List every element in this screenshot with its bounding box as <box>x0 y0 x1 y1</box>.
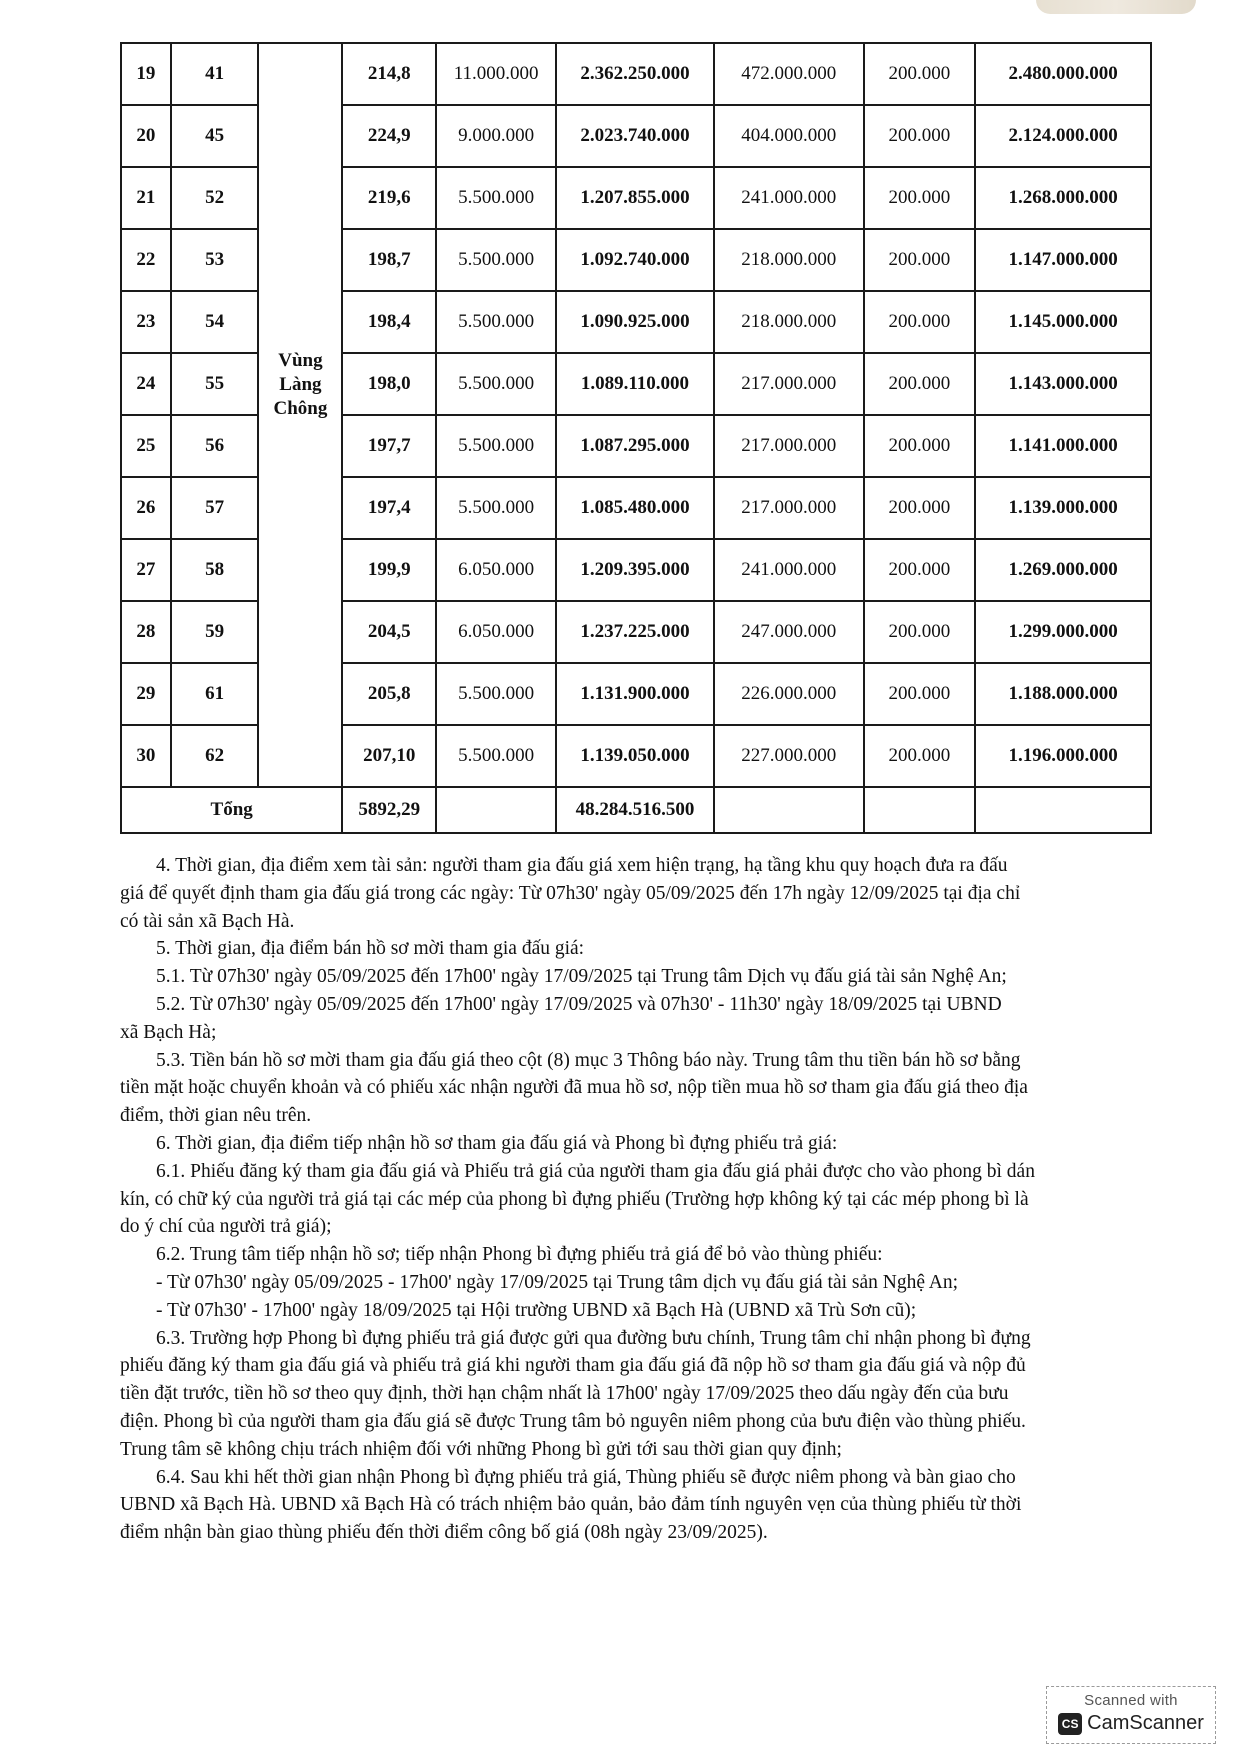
cell-stt: 20 <box>121 105 171 167</box>
cell-area: 198,0 <box>342 353 436 415</box>
section-6-1: 6.1. Phiếu đăng ký tham gia đấu giá và Phiếu trả giá của người tham gia đấu giá phải được cho vào phong bì dán kín, có chữ ký của người trả giá tại các mép của phong bì đựng phiếu (Trường hợp không ký tại các mép phong bì là do ý chí của người trả giá); <box>120 1160 1035 1238</box>
section-5-3: 5.3. Tiền bán hồ sơ mời tham gia đấu giá theo cột (8) mục 3 Thông báo này. Trung tâm thu tiền bán hồ sơ bằng tiền mặt hoặc chuyển khoản và có phiếu xác nhận người đã mua hồ sơ, nộp tiền mua hồ sơ tham gia đấu giá theo địa điểm, thời gian nêu trên. <box>120 1049 1028 1127</box>
watermark-caption: Scanned with <box>1084 1692 1178 1709</box>
cell-deposit: 218.000.000 <box>714 291 864 353</box>
cell-lot: 53 <box>171 229 259 291</box>
cell-unit-price: 11.000.000 <box>436 43 556 105</box>
section-6-4: 6.4. Sau khi hết thời gian nhận Phong bì đựng phiếu trả giá, Thùng phiếu sẽ được niêm phong và bàn giao cho UBND xã Bạch Hà. UBND xã Bạch Hà có trách nhiệm bảo quản, bảo đảm tính nguyên vẹn của thùng phiếu từ thời điểm nhận bàn giao thùng phiếu đến thời điểm công bố giá (08h ngày 23/09/2025). <box>120 1466 1022 1544</box>
cell-deposit: 404.000.000 <box>714 105 864 167</box>
cell-value: 1.141.000.000 <box>975 415 1151 477</box>
cell-total: 1.087.295.000 <box>556 415 714 477</box>
cell-value: 1.299.000.000 <box>975 601 1151 663</box>
cell-fee: 200.000 <box>864 167 976 229</box>
cell-total: 1.089.110.000 <box>556 353 714 415</box>
cell-deposit: 226.000.000 <box>714 663 864 725</box>
cell-lot: 58 <box>171 539 259 601</box>
cell-total: 1.207.855.000 <box>556 167 714 229</box>
cell-value: 1.269.000.000 <box>975 539 1151 601</box>
cell-lot: 55 <box>171 353 259 415</box>
cell-unit-price: 6.050.000 <box>436 539 556 601</box>
cell-unit-price: 5.500.000 <box>436 477 556 539</box>
total-empty <box>714 787 864 833</box>
cell-unit-price: 5.500.000 <box>436 167 556 229</box>
watermark-brand: CamScanner <box>1087 1712 1204 1734</box>
cell-fee: 200.000 <box>864 105 976 167</box>
cell-area: 205,8 <box>342 663 436 725</box>
cell-stt: 28 <box>121 601 171 663</box>
cell-stt: 23 <box>121 291 171 353</box>
section-6: 6. Thời gian, địa điểm tiếp nhận hồ sơ tham gia đấu giá và Phong bì đựng phiếu trả giá: <box>156 1132 838 1154</box>
cell-value: 2.124.000.000 <box>975 105 1151 167</box>
cell-value: 1.147.000.000 <box>975 229 1151 291</box>
cell-stt: 30 <box>121 725 171 787</box>
cell-fee: 200.000 <box>864 539 976 601</box>
cell-deposit: 218.000.000 <box>714 229 864 291</box>
cell-fee: 200.000 <box>864 725 976 787</box>
scan-smudge <box>1036 0 1196 14</box>
total-area: 5892,29 <box>342 787 436 833</box>
cell-lot: 56 <box>171 415 259 477</box>
cell-area: 204,5 <box>342 601 436 663</box>
auction-lot-table <box>120 42 1152 834</box>
cell-value: 1.196.000.000 <box>975 725 1151 787</box>
cell-lot: 41 <box>171 43 259 105</box>
cell-lot: 54 <box>171 291 259 353</box>
cell-deposit: 241.000.000 <box>714 539 864 601</box>
cell-fee: 200.000 <box>864 415 976 477</box>
cell-value: 2.480.000.000 <box>975 43 1151 105</box>
cell-deposit: 241.000.000 <box>714 167 864 229</box>
table-total-row <box>121 787 1151 833</box>
section-6-2-b: - Từ 07h30' - 17h00' ngày 18/09/2025 tại Hội trường UBND xã Bạch Hà (UBND xã Trù Sơn cũ); <box>156 1299 917 1321</box>
cell-fee: 200.000 <box>864 43 976 105</box>
cell-total: 2.362.250.000 <box>556 43 714 105</box>
cell-value: 1.188.000.000 <box>975 663 1151 725</box>
cell-fee: 200.000 <box>864 663 976 725</box>
cell-area: 214,8 <box>342 43 436 105</box>
cell-unit-price: 5.500.000 <box>436 725 556 787</box>
camscanner-logo-icon: CS <box>1058 1713 1082 1735</box>
cell-lot: 61 <box>171 663 259 725</box>
cell-area: 198,7 <box>342 229 436 291</box>
cell-value: 1.145.000.000 <box>975 291 1151 353</box>
cell-unit-price: 5.500.000 <box>436 291 556 353</box>
cell-area: 197,4 <box>342 477 436 539</box>
section-4: 4. Thời gian, địa điểm xem tài sản: người tham gia đấu giá xem hiện trạng, hạ tầng khu quy hoạch đưa ra đấu giá để quyết định tham gia đấu giá trong các ngày: Từ 07h30' ngày 05/09/2025 đến 17h ngày 12/09/2025 tại địa chỉ có tài sản xã Bạch Hà. <box>120 855 1021 932</box>
section-5-1: 5.1. Từ 07h30' ngày 05/09/2025 đến 17h00' ngày 17/09/2025 tại Trung tâm Dịch vụ đấu giá tài sản Nghệ An; <box>156 966 1007 988</box>
table-row <box>121 43 1151 105</box>
cell-deposit: 217.000.000 <box>714 353 864 415</box>
cell-lot: 57 <box>171 477 259 539</box>
cell-stt: 19 <box>121 43 171 105</box>
cell-stt: 26 <box>121 477 171 539</box>
cell-stt: 29 <box>121 663 171 725</box>
cell-unit-price: 9.000.000 <box>436 105 556 167</box>
cell-fee: 200.000 <box>864 291 976 353</box>
cell-stt: 24 <box>121 353 171 415</box>
cell-lot: 62 <box>171 725 259 787</box>
cell-total: 1.090.925.000 <box>556 291 714 353</box>
camscanner-watermark <box>1046 1686 1216 1744</box>
cell-lot: 59 <box>171 601 259 663</box>
cell-value: 1.143.000.000 <box>975 353 1151 415</box>
cell-fee: 200.000 <box>864 477 976 539</box>
cell-unit-price: 5.500.000 <box>436 415 556 477</box>
cell-total: 2.023.740.000 <box>556 105 714 167</box>
region-word: Làng <box>279 374 322 395</box>
section-6-2-a: - Từ 07h30' ngày 05/09/2025 - 17h00' ngày 17/09/2025 tại Trung tâm dịch vụ đấu giá tài sản Nghệ An; <box>156 1271 959 1293</box>
cell-total: 1.092.740.000 <box>556 229 714 291</box>
cell-fee: 200.000 <box>864 601 976 663</box>
cell-deposit: 217.000.000 <box>714 415 864 477</box>
cell-region <box>258 43 342 787</box>
total-empty <box>864 787 976 833</box>
cell-area: 199,9 <box>342 539 436 601</box>
total-label: Tổng <box>121 787 342 833</box>
cell-deposit: 247.000.000 <box>714 601 864 663</box>
total-amount: 48.284.516.500 <box>556 787 714 833</box>
cell-deposit: 472.000.000 <box>714 43 864 105</box>
cell-lot: 45 <box>171 105 259 167</box>
cell-area: 197,7 <box>342 415 436 477</box>
cell-stt: 27 <box>121 539 171 601</box>
cell-stt: 22 <box>121 229 171 291</box>
cell-value: 1.139.000.000 <box>975 477 1151 539</box>
section-6-2: 6.2. Trung tâm tiếp nhận hồ sơ; tiếp nhận Phong bì đựng phiếu trả giá để bỏ vào thùng phiếu: <box>156 1244 883 1266</box>
cell-fee: 200.000 <box>864 353 976 415</box>
section-5-2: 5.2. Từ 07h30' ngày 05/09/2025 đến 17h00' ngày 17/09/2025 và 07h30' - 11h30' ngày 18/09/2025 tại UBND xã Bạch Hà; <box>120 993 1002 1043</box>
cell-deposit: 217.000.000 <box>714 477 864 539</box>
cell-value: 1.268.000.000 <box>975 167 1151 229</box>
total-empty <box>975 787 1151 833</box>
cell-unit-price: 5.500.000 <box>436 353 556 415</box>
cell-unit-price: 5.500.000 <box>436 229 556 291</box>
cell-area: 224,9 <box>342 105 436 167</box>
cell-total: 1.209.395.000 <box>556 539 714 601</box>
cell-total: 1.085.480.000 <box>556 477 714 539</box>
cell-fee: 200.000 <box>864 229 976 291</box>
cell-deposit: 227.000.000 <box>714 725 864 787</box>
cell-stt: 21 <box>121 167 171 229</box>
section-5: 5. Thời gian, địa điểm bán hồ sơ mời tham gia đấu giá: <box>156 938 585 960</box>
cell-total: 1.237.225.000 <box>556 601 714 663</box>
cell-area: 198,4 <box>342 291 436 353</box>
section-6-3: 6.3. Trường hợp Phong bì đựng phiếu trả giá được gửi qua đường bưu chính, Trung tâm chỉ nhận phong bì đựng phiếu đăng ký tham gia đấu giá và phiếu trả giá khi người tham gia đấu giá đã nộp hồ sơ tham gia đấu giá và nộp đủ tiền đặt trước, tiền hồ sơ theo quy định, thời hạn chậm nhất là 17h00' ngày 17/09/2025 theo dấu ngày đến của bưu điện. Phong bì của người tham gia đấu giá sẽ được Trung tâm bỏ nguyên niêm phong của bưu điện vào thùng phiếu. Trung tâm sẽ không chịu trách nhiệm đối với những Phong bì gửi tới sau thời gian quy định; <box>120 1327 1031 1460</box>
cell-area: 219,6 <box>342 167 436 229</box>
total-empty <box>436 787 556 833</box>
notice-body <box>120 852 1150 1547</box>
cell-lot: 52 <box>171 167 259 229</box>
region-word: Chông <box>273 398 328 419</box>
cell-total: 1.131.900.000 <box>556 663 714 725</box>
region-word: Vùng <box>278 350 323 371</box>
cell-stt: 25 <box>121 415 171 477</box>
cell-unit-price: 5.500.000 <box>436 663 556 725</box>
cell-unit-price: 6.050.000 <box>436 601 556 663</box>
cell-total: 1.139.050.000 <box>556 725 714 787</box>
cell-area: 207,10 <box>342 725 436 787</box>
